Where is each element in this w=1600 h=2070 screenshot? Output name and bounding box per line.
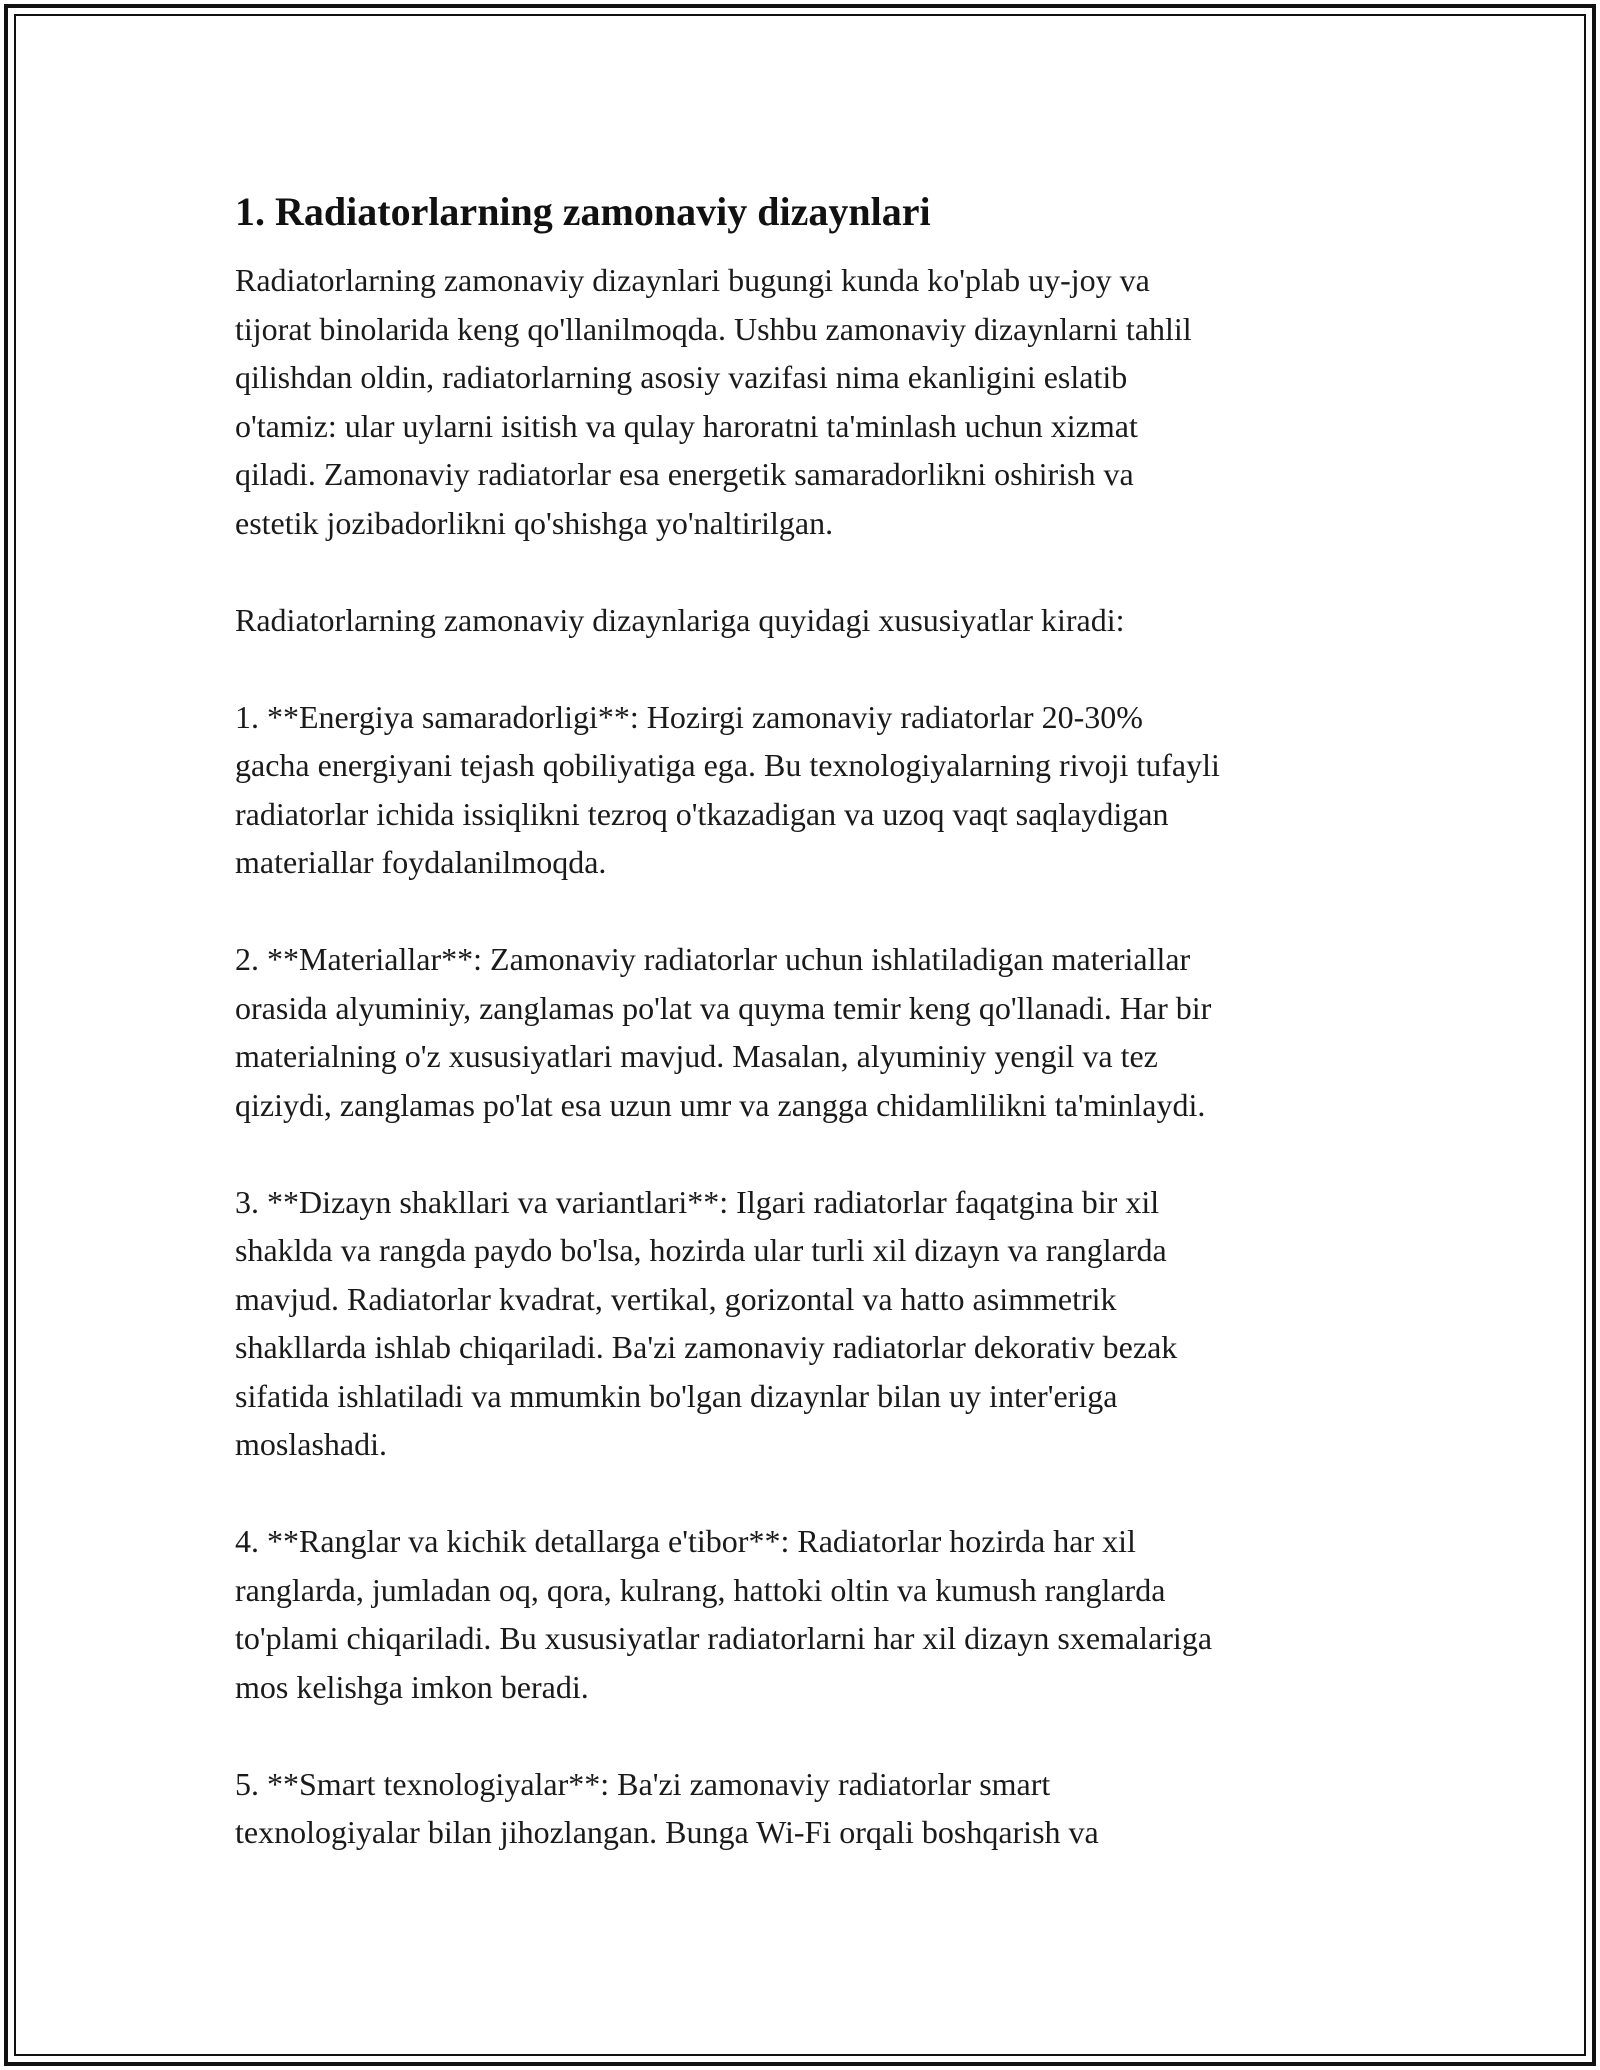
document-title: 1. Radiatorlarning zamonaviy dizaynlari bbox=[235, 189, 931, 234]
feature-smart-technologies: 5. **Smart texnologiyalar**: Ba'zi zamonaviy radiatorlar smart texnologiyalar bilan jihozlangan. Bunga Wi-Fi orqali boshqarish va bbox=[235, 1765, 1099, 1850]
document-body bbox=[235, 186, 1375, 1905]
feature-materials: 2. **Materiallar**: Zamonaviy radiatorlar uchun ishlatiladigan materiallar orasida alyuminiy, zanglamas po'lat va quyma temir keng qo'llanadi. Har bir materialning o'z xususiyatlari mavjud. Masalan, alyuminiy yengil va tez qiziydi, zanglamas po'lat esa uzun umr va zangga chidamlilikni ta'minlaydi. bbox=[235, 941, 1212, 1123]
intro-paragraph: Radiatorlarning zamonaviy dizaynlari bugungi kunda ko'plab uy-joy va tijorat binolarida keng qo'llanilmoqda. Ushbu zamonaviy dizaynlarni tahlil qilishdan oldin, radiatorlarning asosiy vazifasi nima ekanligini eslatib o'tamiz: ular uylarni isitish va qulay haroratni ta'minlash uchun xizmat qiladi. Zamonaviy radiatorlar esa energetik samaradorlikni oshirish va estetik jozibadorlikni qo'shishga yo'naltirilgan. bbox=[235, 262, 1192, 541]
features-lead-paragraph: Radiatorlarning zamonaviy dizaynlariga quyidagi xususiyatlar kiradi: bbox=[235, 601, 1125, 638]
feature-colors-details: 4. **Ranglar va kichik detallarga e'tibor**: Radiatorlar hozirda har xil ranglarda, jumladan oq, qora, kulrang, hattoki oltin va kumush ranglarda to'plami chiqariladi. Bu xususiyatlar radiatorlarni har xil dizayn sxemalariga mos kelishga imkon beradi. bbox=[235, 1523, 1213, 1705]
feature-design-shapes: 3. **Dizayn shakllari va variantlari**: Ilgari radiatorlar faqatgina bir xil shaklda va rangda paydo bo'lsa, hozirda ular turli xil dizayn va ranglarda mavjud. Radiatorlar kvadrat, vertikal, gorizontal va hatto asimmetrik shakllarda ishlab chiqariladi. Ba'zi zamonaviy radiatorlar dekorativ bezak sifatida ishlatiladi va mmumkin bo'lgan dizaynlar bilan uy inter'eriga moslashadi. bbox=[235, 1183, 1178, 1462]
feature-energy-efficiency: 1. **Energiya samaradorligi**: Hozirgi zamonaviy radiatorlar 20-30% gacha energiyani tejash qobiliyatiga ega. Bu texnologiyalarning rivoji tufayli radiatorlar ichida issiqlikni tezroq o'tkazadigan va uzoq vaqt saqlaydigan materiallar foydalanilmoqda. bbox=[235, 698, 1220, 880]
